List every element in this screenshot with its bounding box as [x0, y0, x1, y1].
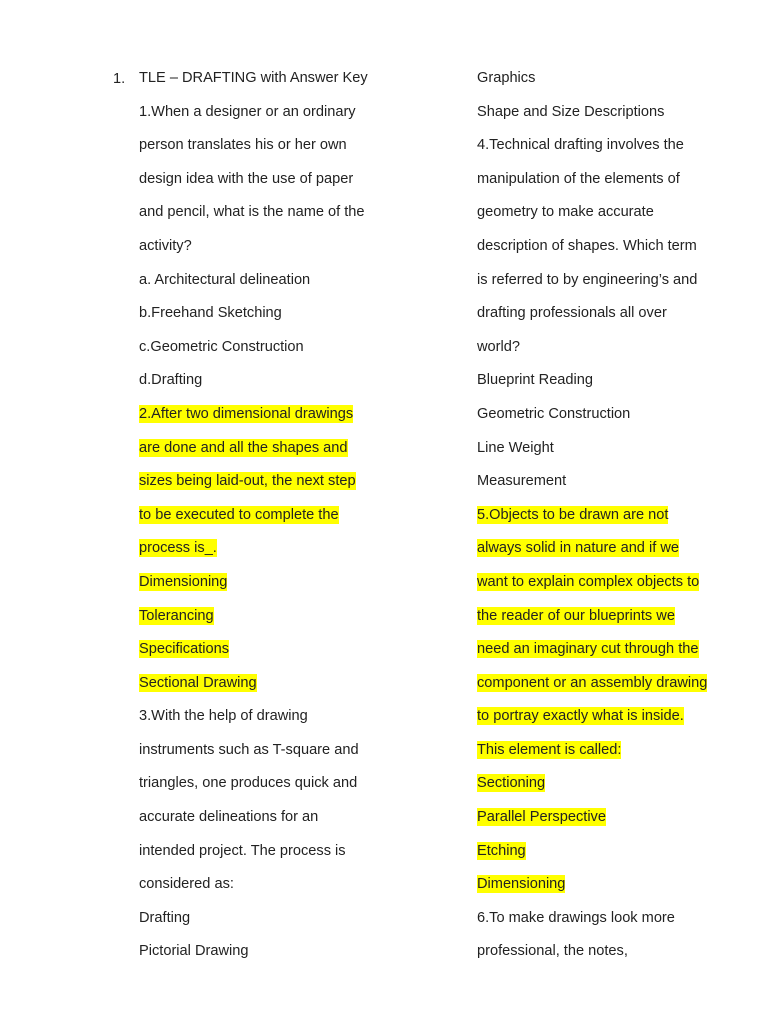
text-line [139, 935, 457, 969]
text-line [139, 62, 457, 96]
text-line [477, 902, 757, 936]
highlighted-text: Sectional Drawing [139, 674, 257, 691]
text-line [139, 129, 457, 163]
highlighted-text: always solid in nature and if we [477, 540, 679, 557]
text-line [477, 734, 757, 768]
highlighted-text: process is_. [139, 540, 217, 557]
line-text: Measurement [477, 473, 567, 490]
line-text: TLE – DRAFTING with Answer Key [139, 70, 368, 86]
highlighted-text: are done and all the shapes and [139, 439, 348, 456]
text-line [139, 331, 457, 365]
highlighted-text: Sectioning [477, 775, 546, 792]
highlighted-text: Parallel Perspective [477, 809, 606, 826]
text-line [139, 902, 457, 936]
text-line [139, 499, 457, 533]
text-line [477, 868, 757, 902]
text-line [477, 700, 757, 734]
highlighted-text: 2.After two dimensional drawings [139, 405, 354, 422]
right-column [477, 62, 757, 969]
text-line [139, 297, 457, 331]
line-text: description of shapes. Which term [477, 237, 697, 254]
line-text: manipulation of the elements of [477, 170, 680, 187]
line-text: world? [477, 338, 520, 355]
text-line [139, 835, 457, 869]
highlighted-text: 5.Objects to be drawn are not [477, 506, 669, 523]
text-line [477, 398, 757, 432]
line-text: 6.To make drawings look more [477, 909, 675, 926]
text-line [477, 499, 757, 533]
list-marker: 1. [113, 71, 126, 87]
line-text: a. Architectural delineation [139, 271, 311, 288]
line-text: b.Freehand Sketching [139, 305, 282, 322]
line-text: Line Weight [477, 439, 554, 456]
line-text: considered as: [139, 876, 234, 893]
text-line [139, 532, 457, 566]
highlighted-text: Dimensioning [477, 876, 566, 893]
text-line [477, 935, 757, 969]
text-line [139, 801, 457, 835]
line-text: Geometric Construction [477, 405, 631, 422]
line-text: d.Drafting [139, 372, 203, 389]
text-line [139, 600, 457, 634]
text-line [477, 297, 757, 331]
text-line [477, 264, 757, 298]
text-line [477, 129, 757, 163]
highlighted-text: to be executed to complete the [139, 506, 339, 523]
text-line [477, 633, 757, 667]
text-line [477, 767, 757, 801]
text-line [139, 230, 457, 264]
highlighted-text: want to explain complex objects to [477, 573, 700, 590]
text-line [477, 196, 757, 230]
line-text: Drafting [139, 909, 191, 926]
line-text: accurate delineations for an [139, 809, 319, 826]
highlighted-text: Specifications [139, 641, 230, 658]
highlighted-text: Tolerancing [139, 607, 214, 624]
line-text: and pencil, what is the name of the [139, 204, 365, 221]
text-line [477, 331, 757, 365]
text-line [139, 667, 457, 701]
line-text: 1.When a designer or an ordinary [139, 103, 356, 120]
text-line [139, 398, 457, 432]
line-text: person translates his or her own [139, 137, 347, 154]
text-line [477, 432, 757, 466]
text-line [139, 196, 457, 230]
highlighted-text: component or an assembly drawing [477, 674, 708, 691]
text-line [477, 62, 757, 96]
line-text: Blueprint Reading [477, 372, 594, 389]
line-text: activity? [139, 237, 192, 254]
text-line [477, 364, 757, 398]
text-line [139, 465, 457, 499]
left-column [139, 62, 457, 969]
text-line [139, 163, 457, 197]
text-line [139, 364, 457, 398]
line-text: Shape and Size Descriptions [477, 103, 665, 120]
text-line [139, 566, 457, 600]
highlighted-text: This element is called: [477, 741, 622, 758]
text-line [477, 96, 757, 130]
text-line [139, 734, 457, 768]
line-text: drafting professionals all over [477, 305, 667, 322]
line-text: is referred to by engineering’s and [477, 271, 698, 288]
text-line [477, 835, 757, 869]
line-text: instruments such as T-square and [139, 741, 359, 758]
text-line [477, 532, 757, 566]
text-line [477, 465, 757, 499]
highlighted-text: sizes being laid-out, the next step [139, 473, 356, 490]
line-text: 3.With the help of drawing [139, 708, 308, 725]
text-line [139, 700, 457, 734]
text-line [477, 600, 757, 634]
highlighted-text: the reader of our blueprints we [477, 607, 675, 624]
text-line [139, 432, 457, 466]
line-text: intended project. The process is [139, 842, 346, 859]
line-text: geometry to make accurate [477, 204, 654, 221]
text-line [139, 633, 457, 667]
text-line [139, 264, 457, 298]
text-line [477, 566, 757, 600]
highlighted-text: to portray exactly what is inside. [477, 708, 684, 725]
line-text: Graphics [477, 70, 536, 86]
text-line [139, 868, 457, 902]
line-text: professional, the notes, [477, 943, 628, 960]
highlighted-text: Dimensioning [139, 573, 228, 590]
text-line [477, 163, 757, 197]
highlighted-text: Etching [477, 842, 526, 859]
highlighted-text: need an imaginary cut through the [477, 641, 699, 658]
text-line [477, 667, 757, 701]
line-text: c.Geometric Construction [139, 338, 304, 355]
line-text: 4.Technical drafting involves the [477, 137, 684, 154]
text-line [139, 96, 457, 130]
line-text: design idea with the use of paper [139, 170, 354, 187]
text-line [477, 801, 757, 835]
line-text: triangles, one produces quick and [139, 775, 358, 792]
text-line [477, 230, 757, 264]
text-line [139, 767, 457, 801]
line-text: Pictorial Drawing [139, 943, 249, 960]
